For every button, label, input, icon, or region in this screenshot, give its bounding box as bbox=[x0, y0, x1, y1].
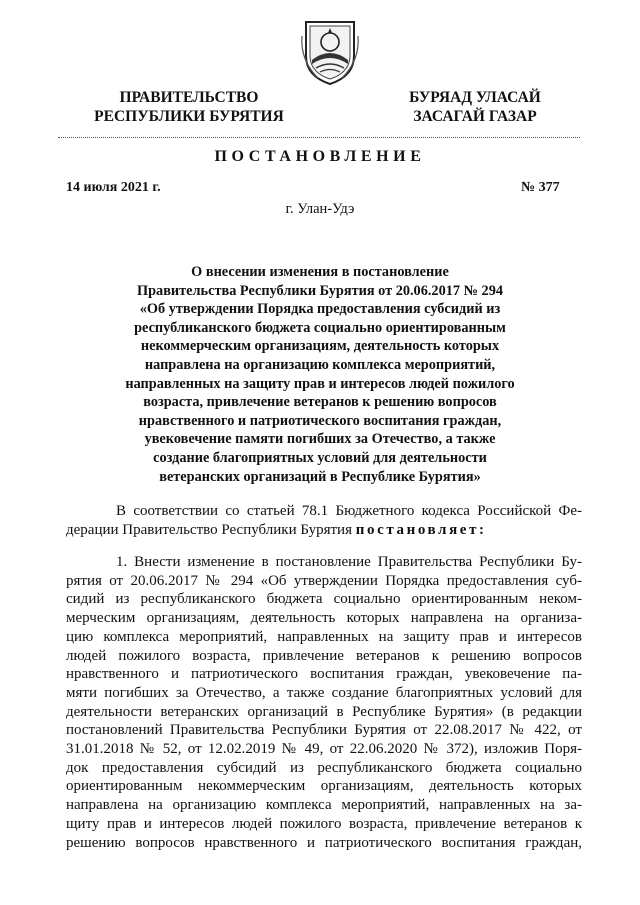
body-line: 1. Внести изменение в постановление Правительства Республики Бу- bbox=[116, 554, 582, 570]
subject-line: Правительства Республики Бурятия от 20.06.2017 № 294 bbox=[136, 282, 503, 299]
body-line: деятельности ветеранских организаций в Республике Бурятия» (в редакции bbox=[66, 703, 582, 720]
subject-line: возраста, привлечение ветеранов к решению вопросов bbox=[143, 394, 497, 411]
preamble-keyword: постановляет: bbox=[355, 521, 487, 538]
preamble-text: дерации Правительство Республики Бурятия bbox=[66, 521, 356, 538]
preamble-line: В соответствии со статьей 78.1 Бюджетного кодекса Российской Фе- bbox=[116, 503, 582, 519]
subject-line: нравственного и патриотического воспитания граждан, bbox=[138, 412, 502, 429]
header-right-line1: БУРЯАД УЛАСАЙ bbox=[409, 89, 541, 106]
header-left-line1: ПРАВИТЕЛЬСТВО bbox=[119, 89, 259, 106]
header-left-line2: РЕСПУБЛИКИ БУРЯТИЯ bbox=[94, 108, 284, 125]
body-line: направлена на организацию комплекса мероприятий, направленных на за- bbox=[66, 797, 582, 814]
subject-line: некоммерческим организациям, деятельность которых bbox=[140, 338, 500, 355]
body-line: 31.01.2018 № 52, от 12.02.2019 № 49, от 22.06.2020 № 372), изложив Поря- bbox=[66, 741, 582, 758]
document-number: № 377 bbox=[521, 180, 560, 195]
document-type-title: ПОСТАНОВЛЕНИЕ bbox=[214, 148, 426, 165]
government-name-russian bbox=[82, 88, 296, 126]
body-line: людей пожилого возраста, привлечение ветеранов к решению вопросов bbox=[66, 647, 582, 664]
body-line: рятия от 20.06.2017 № 294 «Об утверждении Порядка предоставления суб- bbox=[66, 572, 582, 589]
header-divider bbox=[58, 137, 580, 138]
body-line: ориентированным некоммерческим организациям, деятельность которых bbox=[66, 778, 582, 795]
subject-line: увековечение памяти погибших за Отечество, а также bbox=[144, 431, 496, 448]
subject-line: ветеранских организаций в Республике Бурятия» bbox=[159, 468, 481, 485]
subject-line: создание благоприятных условий для деятельности bbox=[153, 449, 487, 466]
preamble-paragraph bbox=[66, 502, 582, 539]
body-line: сидий из республиканского бюджета социально ориентированным неком- bbox=[66, 591, 582, 608]
body-line: док предоставления субсидий из республиканского бюджета социально bbox=[66, 759, 582, 776]
header-right-line2: ЗАСАГАЙ ГАЗАР bbox=[413, 108, 537, 125]
body-line: цию комплекса мероприятий, направленных на защиту прав и интересов bbox=[66, 628, 582, 645]
subject-line: республиканского бюджета социально ориентированным bbox=[134, 319, 506, 336]
preamble-line bbox=[66, 521, 582, 540]
subject-line: направленных на защиту прав и интересов людей пожилого bbox=[125, 375, 515, 392]
subject-line: направлена на организацию комплекса мероприятий, bbox=[144, 356, 496, 373]
document-date: 14 июля 2021 г. bbox=[66, 180, 161, 195]
body-line: решению вопросов нравственного и патриотического воспитания граждан, bbox=[66, 834, 582, 851]
body-line: мерческим организациям, деятельность которых направлена на организа- bbox=[66, 610, 582, 627]
body-line: мяти погибших за Отечество, а также создание благоприятных условий для bbox=[66, 684, 582, 701]
document-subject bbox=[80, 263, 560, 486]
body-line: щиту прав и интересов людей пожилого возраста, привлечение ветеранов к bbox=[66, 815, 582, 832]
government-name-buryat bbox=[394, 88, 556, 126]
subject-line: «Об утверждении Порядка предоставления субсидий из bbox=[139, 301, 501, 318]
document-city: г. Улан-Удэ bbox=[285, 201, 355, 217]
coat-of-arms-emblem-icon bbox=[298, 16, 362, 86]
body-line: нравственного и патриотического воспитания граждан, увековечение па- bbox=[66, 666, 582, 683]
body-paragraph-1 bbox=[66, 553, 582, 852]
body-line: постановлений Правительства Республики Бурятия от 22.08.2017 № 422, от bbox=[66, 722, 582, 739]
subject-line: О внесении изменения в постановление bbox=[191, 264, 449, 280]
